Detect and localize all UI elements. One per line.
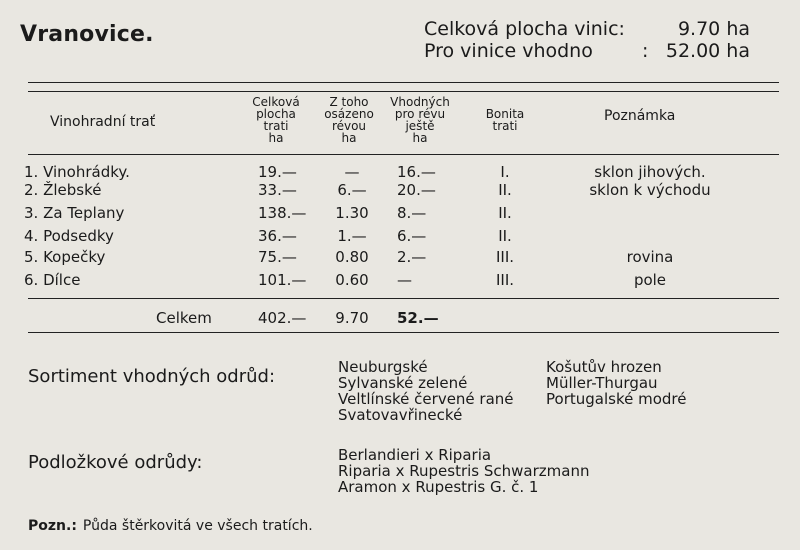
tract-note: sklon k východu xyxy=(589,181,711,199)
tract-suitable: — xyxy=(397,271,412,289)
suitable-area-label: Pro vinice vhodno xyxy=(424,40,593,62)
list-item: Svatovavřinecké xyxy=(338,406,463,424)
suitable-area xyxy=(424,40,750,64)
suitable-area-value: 52.00 ha xyxy=(665,40,750,62)
page-title: Vranovice. xyxy=(20,22,154,47)
list-item: Riparia x Rupestris Schwarzmann xyxy=(338,462,590,480)
header-suitable: Vhodných pro révu ještě ha xyxy=(390,95,450,145)
footnote-text: Půda štěrkovitá ve všech tratích. xyxy=(82,518,313,534)
table-row xyxy=(0,181,800,203)
header-planted: Z toho osázeno révou ha xyxy=(324,95,374,145)
tract-name: 6. Dílce xyxy=(24,271,81,289)
tract-total: 101.— xyxy=(258,271,307,289)
table-header-top-rule xyxy=(28,91,779,92)
footnote xyxy=(28,518,313,534)
list-item: Aramon x Rupestris G. č. 1 xyxy=(338,478,539,496)
tract-suitable: 16.— xyxy=(397,163,436,181)
tract-rating: III. xyxy=(495,248,515,266)
list-item: Košutův hrozen xyxy=(546,358,662,376)
tract-name: 3. Za Teplany xyxy=(24,204,125,222)
tract-total: 75.— xyxy=(258,248,297,266)
rootstocks-list xyxy=(338,447,589,495)
grand-total-suitable: 52.— xyxy=(397,309,439,327)
table-row xyxy=(0,271,800,293)
list-item: Berlandieri x Riparia xyxy=(338,446,492,464)
total-area-value: 9.70 ha xyxy=(677,18,750,40)
total-label: Celkem xyxy=(156,309,212,327)
total-row-top-rule xyxy=(28,298,779,299)
tract-total: 19.— xyxy=(258,163,297,181)
tract-total: 138.— xyxy=(258,204,307,222)
total-area-label: Celková plocha vinic: xyxy=(424,18,625,40)
tract-planted: 1.30 xyxy=(335,204,369,222)
table-top-rule xyxy=(28,82,779,83)
tract-rating: II. xyxy=(498,227,512,245)
varieties-list-left xyxy=(338,359,514,423)
header-rating: Bonita trati xyxy=(485,107,525,133)
table-bottom-rule xyxy=(28,332,779,333)
tract-rating: I. xyxy=(500,163,510,181)
grand-total-area: 402.— xyxy=(258,309,307,327)
varieties-list-right xyxy=(546,359,686,407)
colon-separator: : xyxy=(642,40,649,62)
tract-planted: — xyxy=(344,163,360,181)
tract-planted: 1.— xyxy=(337,227,367,245)
tract-note: rovina xyxy=(626,248,674,266)
tract-total: 36.— xyxy=(258,227,297,245)
table-row xyxy=(0,248,800,270)
table-row xyxy=(0,227,800,249)
header-tract: Vinohradní trať xyxy=(50,114,156,130)
footnote-label: Pozn.: xyxy=(28,518,77,534)
tract-suitable: 8.— xyxy=(397,204,427,222)
table-header-bottom-rule xyxy=(28,154,779,155)
tract-name: 1. Vinohrádky. xyxy=(24,163,130,181)
tract-rating: II. xyxy=(498,204,512,222)
varieties-label: Sortiment vhodných odrůd: xyxy=(28,366,276,387)
tract-total: 33.— xyxy=(258,181,297,199)
tract-suitable: 6.— xyxy=(397,227,427,245)
rootstocks-label: Podložkové odrůdy: xyxy=(28,452,203,473)
list-item: Neuburgské xyxy=(338,358,428,376)
tract-suitable: 2.— xyxy=(397,248,427,266)
total-vineyard-area xyxy=(424,18,750,42)
table-row xyxy=(0,204,800,226)
tract-name: 2. Žlebské xyxy=(24,181,102,199)
tract-planted: 6.— xyxy=(337,181,367,199)
tract-note: pole xyxy=(633,271,667,289)
tract-rating: II. xyxy=(498,181,512,199)
tract-planted: 0.60 xyxy=(335,271,369,289)
grand-total-planted: 9.70 xyxy=(335,309,369,327)
tract-rating: III. xyxy=(495,271,515,289)
list-item: Veltlínské červené rané xyxy=(338,390,514,408)
tract-planted: 0.80 xyxy=(335,248,369,266)
tract-name: 5. Kopečky xyxy=(24,248,106,266)
tract-note: sklon jihových. xyxy=(594,163,706,181)
tract-name: 4. Podsedky xyxy=(24,227,114,245)
list-item: Sylvanské zelené xyxy=(338,374,468,392)
total-row xyxy=(0,309,800,331)
tract-suitable: 20.— xyxy=(397,181,436,199)
list-item: Portugalské modré xyxy=(546,390,687,408)
header-total-area: Celková plocha trati ha xyxy=(252,95,300,145)
list-item: Müller-Thurgau xyxy=(546,374,658,392)
header-note: Poznámka xyxy=(604,108,676,124)
